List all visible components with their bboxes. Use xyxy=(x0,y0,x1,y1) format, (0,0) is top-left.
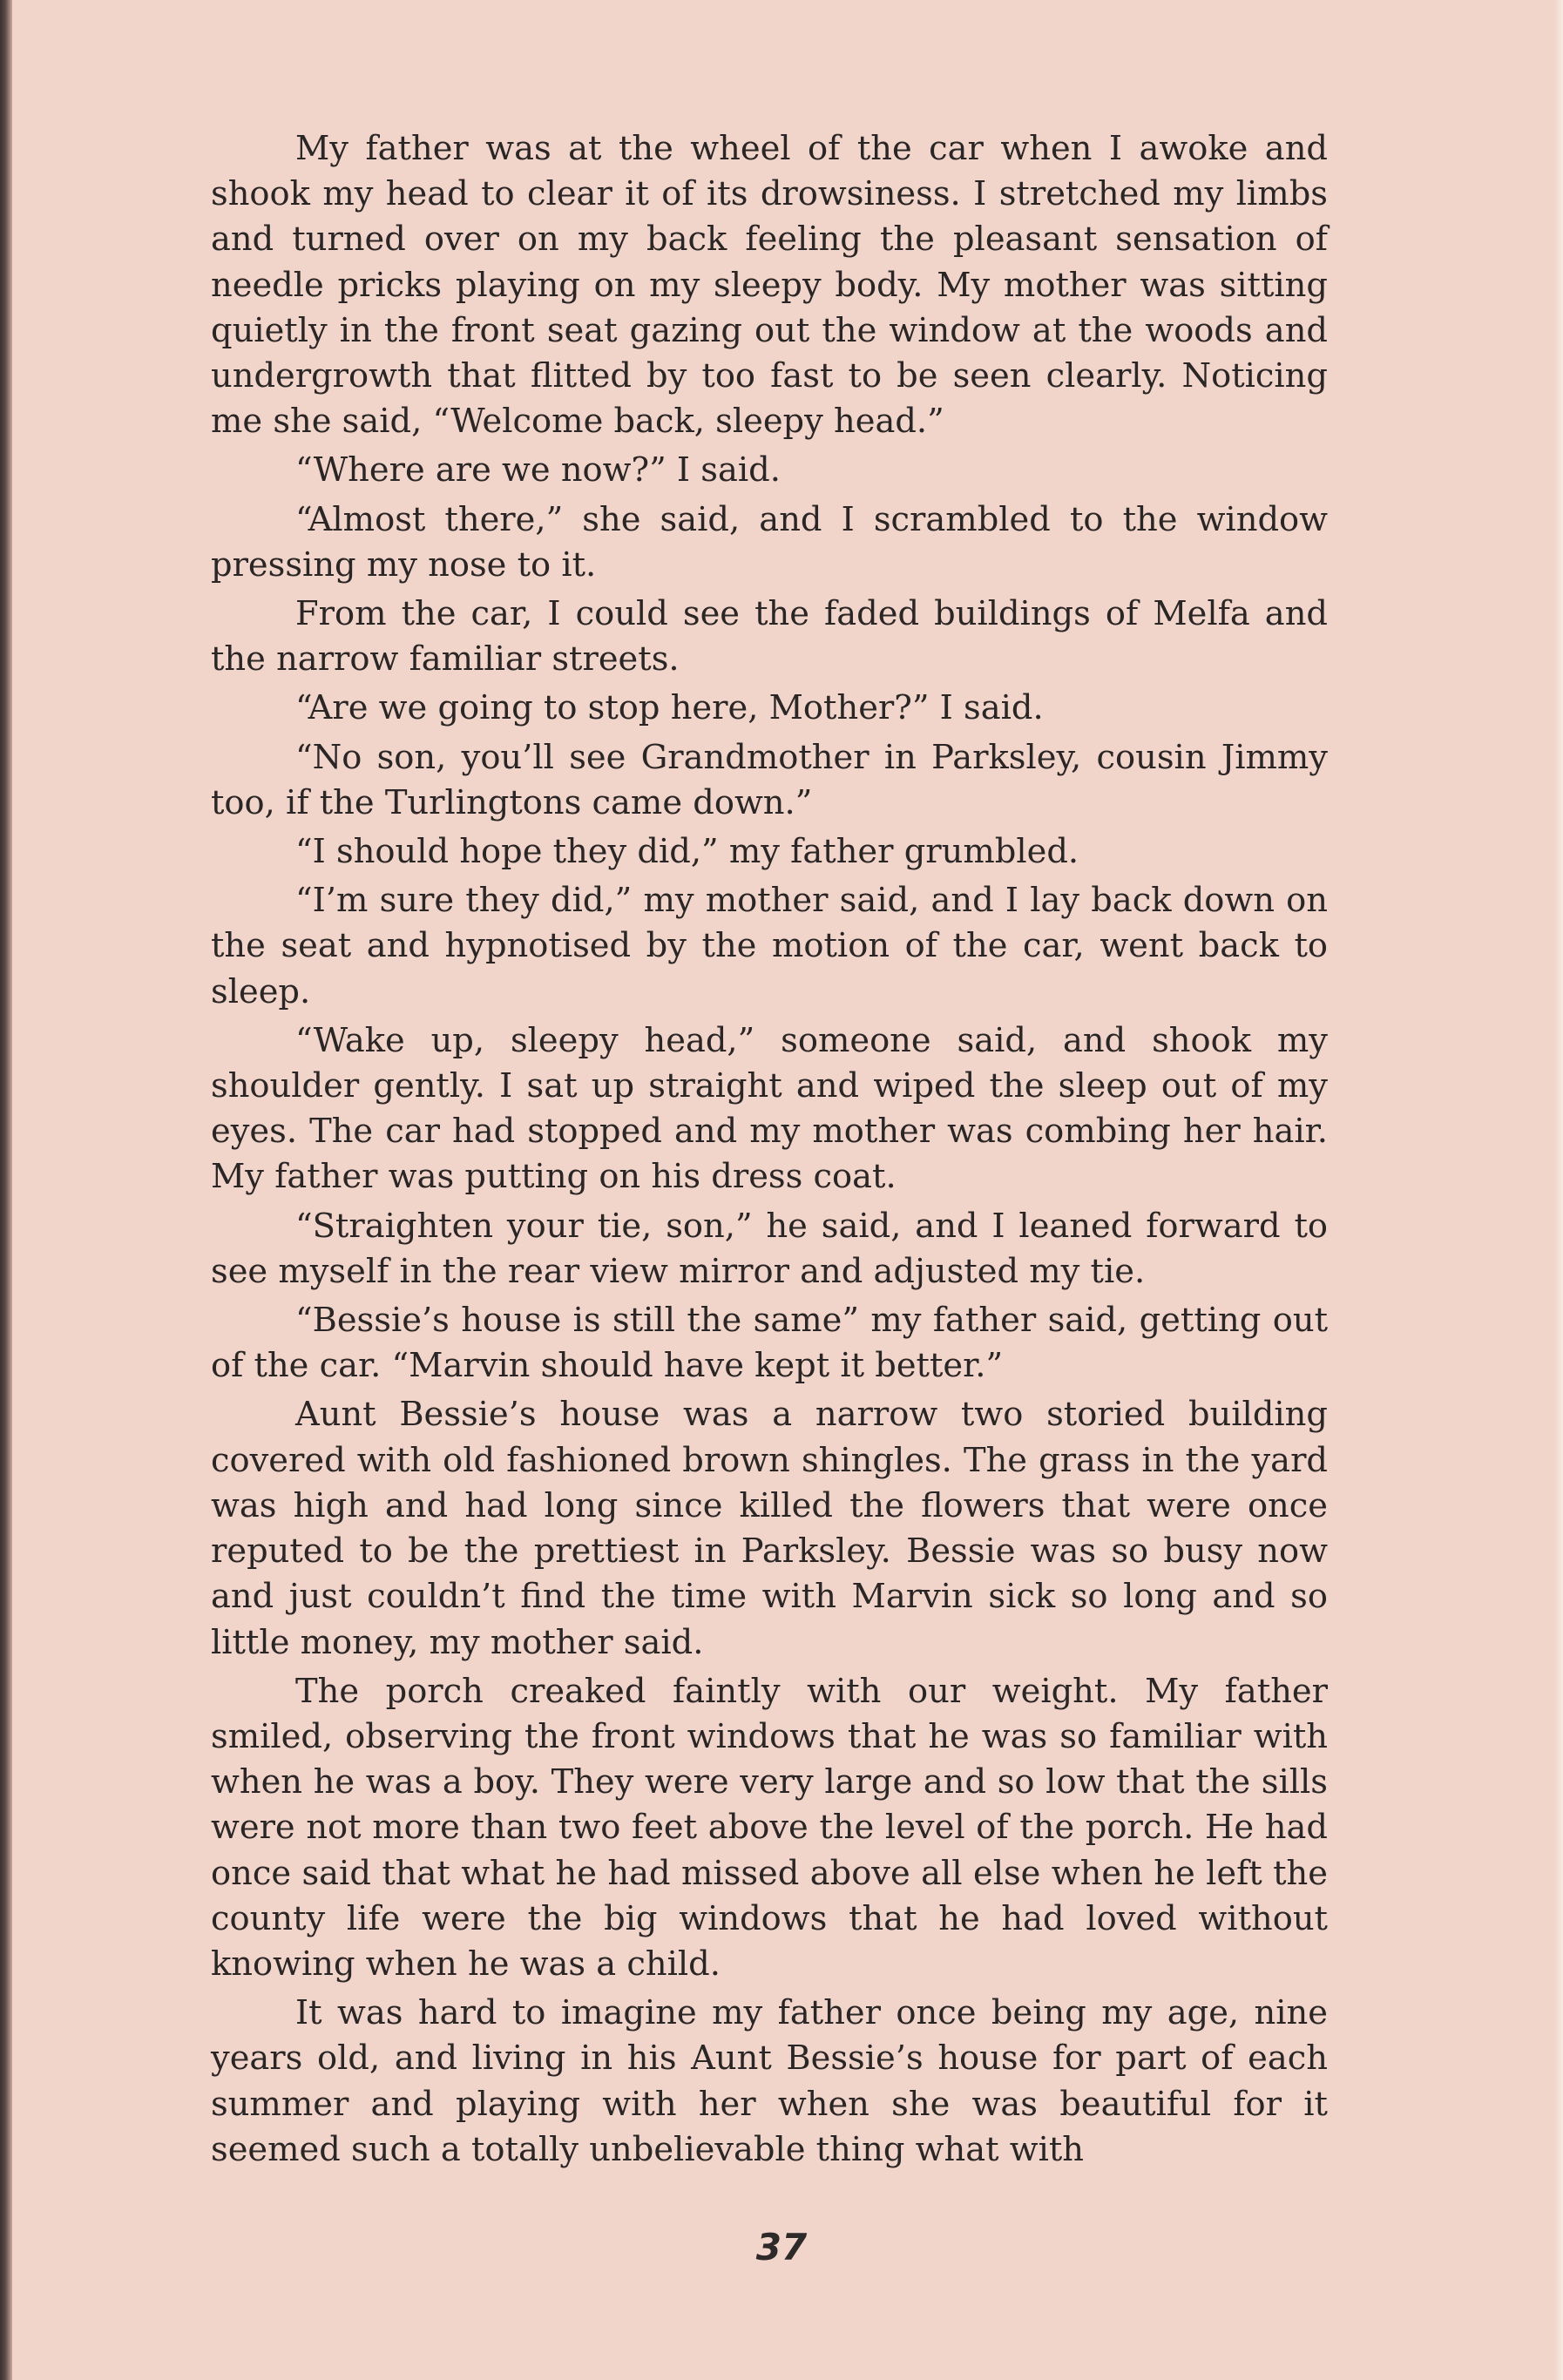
paragraph-13: The porch creaked faintly with our weight. My father smiled, observing the front windows that he was so familiar with when he was a boy. They were very large and so low that the sills were not more than two feet above the level of the porch. He had once said that what he had missed above all else when he left the county life were the big windows that he had loved without knowing when he was a child. xyxy=(211,1671,1328,1984)
paragraph-8: “I’m sure they did,” my mother said, and I lay back down on the seat and hypnotised by the motion of the car, went back to sleep. xyxy=(211,881,1328,1011)
paragraph-2: “Where are we now?” I said. xyxy=(295,450,781,490)
page-number: 37 xyxy=(755,2226,808,2268)
body-text xyxy=(211,126,1328,2176)
paragraph-10: “Straighten your tie, son,” he said, and I leaned forward to see myself in the rear view mirror and adjusted my tie. xyxy=(211,1206,1328,1291)
paragraph-12: Aunt Bessie’s house was a narrow two storied building covered with old fashioned brown shingles. The grass in the yard was high and had long since killed the flowers that were once reputed to be the prettiest in Parksley. Bessie was so busy now and just couldn’t find the time with Marvin sick so long and so little money, my mother said. xyxy=(211,1395,1328,1662)
book-spine-shadow xyxy=(0,0,12,2380)
paragraph-6: “No son, you’ll see Grandmother in Parksley, cousin Jimmy too, if the Turlingtons came down.” xyxy=(211,737,1328,822)
paragraph-1: My father was at the wheel of the car when I awoke and shook my head to clear it of its drowsiness. I stretched my limbs and turned over on my back feeling the pleasant sensation of needle pricks playing on my sleepy body. My mother was sitting quietly in the front seat gazing out the window at the woods and undergrowth that flitted by too fast to be seen clearly. Noticing me she said, “Welcome back, sleepy head.” xyxy=(211,129,1328,442)
paragraph-9: “Wake up, sleepy head,” someone said, and shook my shoulder gently. I sat up straight and wiped the sleep out of my eyes. The car had stopped and my mother was combing her hair. My father was putting on his dress coat. xyxy=(211,1020,1328,1197)
paragraph-3: “Almost there,” she said, and I scrambled to the window pressing my nose to it. xyxy=(211,499,1328,585)
paragraph-5: “Are we going to stop here, Mother?” I said. xyxy=(295,688,1044,728)
paragraph-4: From the car, I could see the faded buildings of Melfa and the narrow familiar streets. xyxy=(211,594,1328,680)
page-edge xyxy=(1554,0,1563,2380)
paragraph-11: “Bessie’s house is still the same” my father said, getting out of the car. “Marvin should have kept it better.” xyxy=(211,1301,1328,1386)
paragraph-14: It was hard to imagine my father once being my age, nine years old, and living in his Aunt Bessie’s house for part of each summer and playing with her when she was beautiful for it seemed such a totally unbelievable thing what with xyxy=(211,1993,1328,2169)
paragraph-7: “I should hope they did,” my father grumbled. xyxy=(295,832,1079,872)
